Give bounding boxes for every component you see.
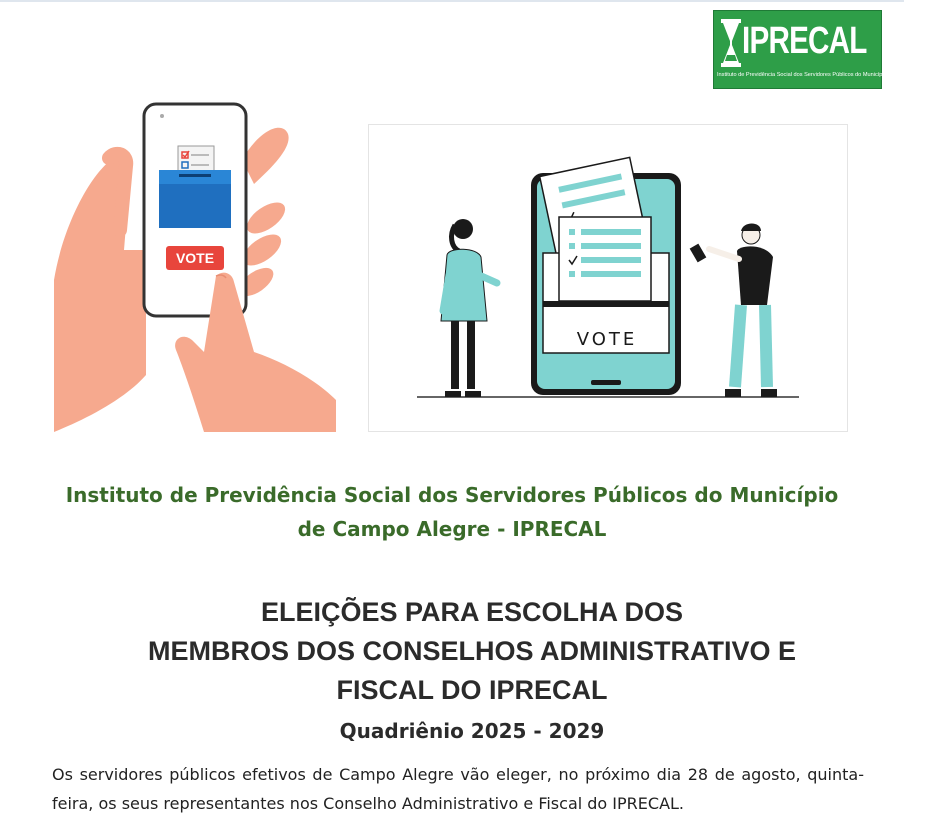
body-paragraph: Os servidores públicos efetivos de Campo Alegre vão eleger, no próximo dia 28 de agosto, quinta-feira, os seus representantes nos Conselho Administrativo e Fiscal do IPRECAL.: [52, 765, 864, 813]
institute-name: [0, 478, 904, 546]
phone-vote-illustration: [54, 100, 336, 432]
tablet-vote-illustration: [368, 124, 848, 432]
logo-wordmark: IPRECAL: [742, 20, 867, 62]
page-title: [20, 593, 924, 710]
title-line-3: FISCAL DO IPRECAL: [336, 675, 608, 705]
vote-button-label: VOTE: [175, 250, 215, 266]
tablet-vote-label: VOTE: [576, 329, 638, 350]
top-divider: [0, 0, 904, 2]
title-line-2: MEMBROS DOS CONSELHOS ADMINISTRATIVO E: [147, 636, 797, 666]
institute-line-2: de Campo Alegre - IPRECAL: [297, 517, 607, 541]
hourglass-icon: [720, 19, 742, 67]
period-subtitle: Quadriênio 2025 - 2029: [339, 719, 605, 743]
iprecal-logo: [713, 10, 932, 89]
logo-subtitle: Instituto de Previdência Social dos Servidores Públicos do Município de Campo Alegre: [717, 72, 932, 78]
title-line-1: ELEIÇÕES PARA ESCOLHA DOS: [260, 597, 684, 627]
institute-line-1: Instituto de Previdência Social dos Servidores Públicos do Município: [65, 483, 839, 507]
